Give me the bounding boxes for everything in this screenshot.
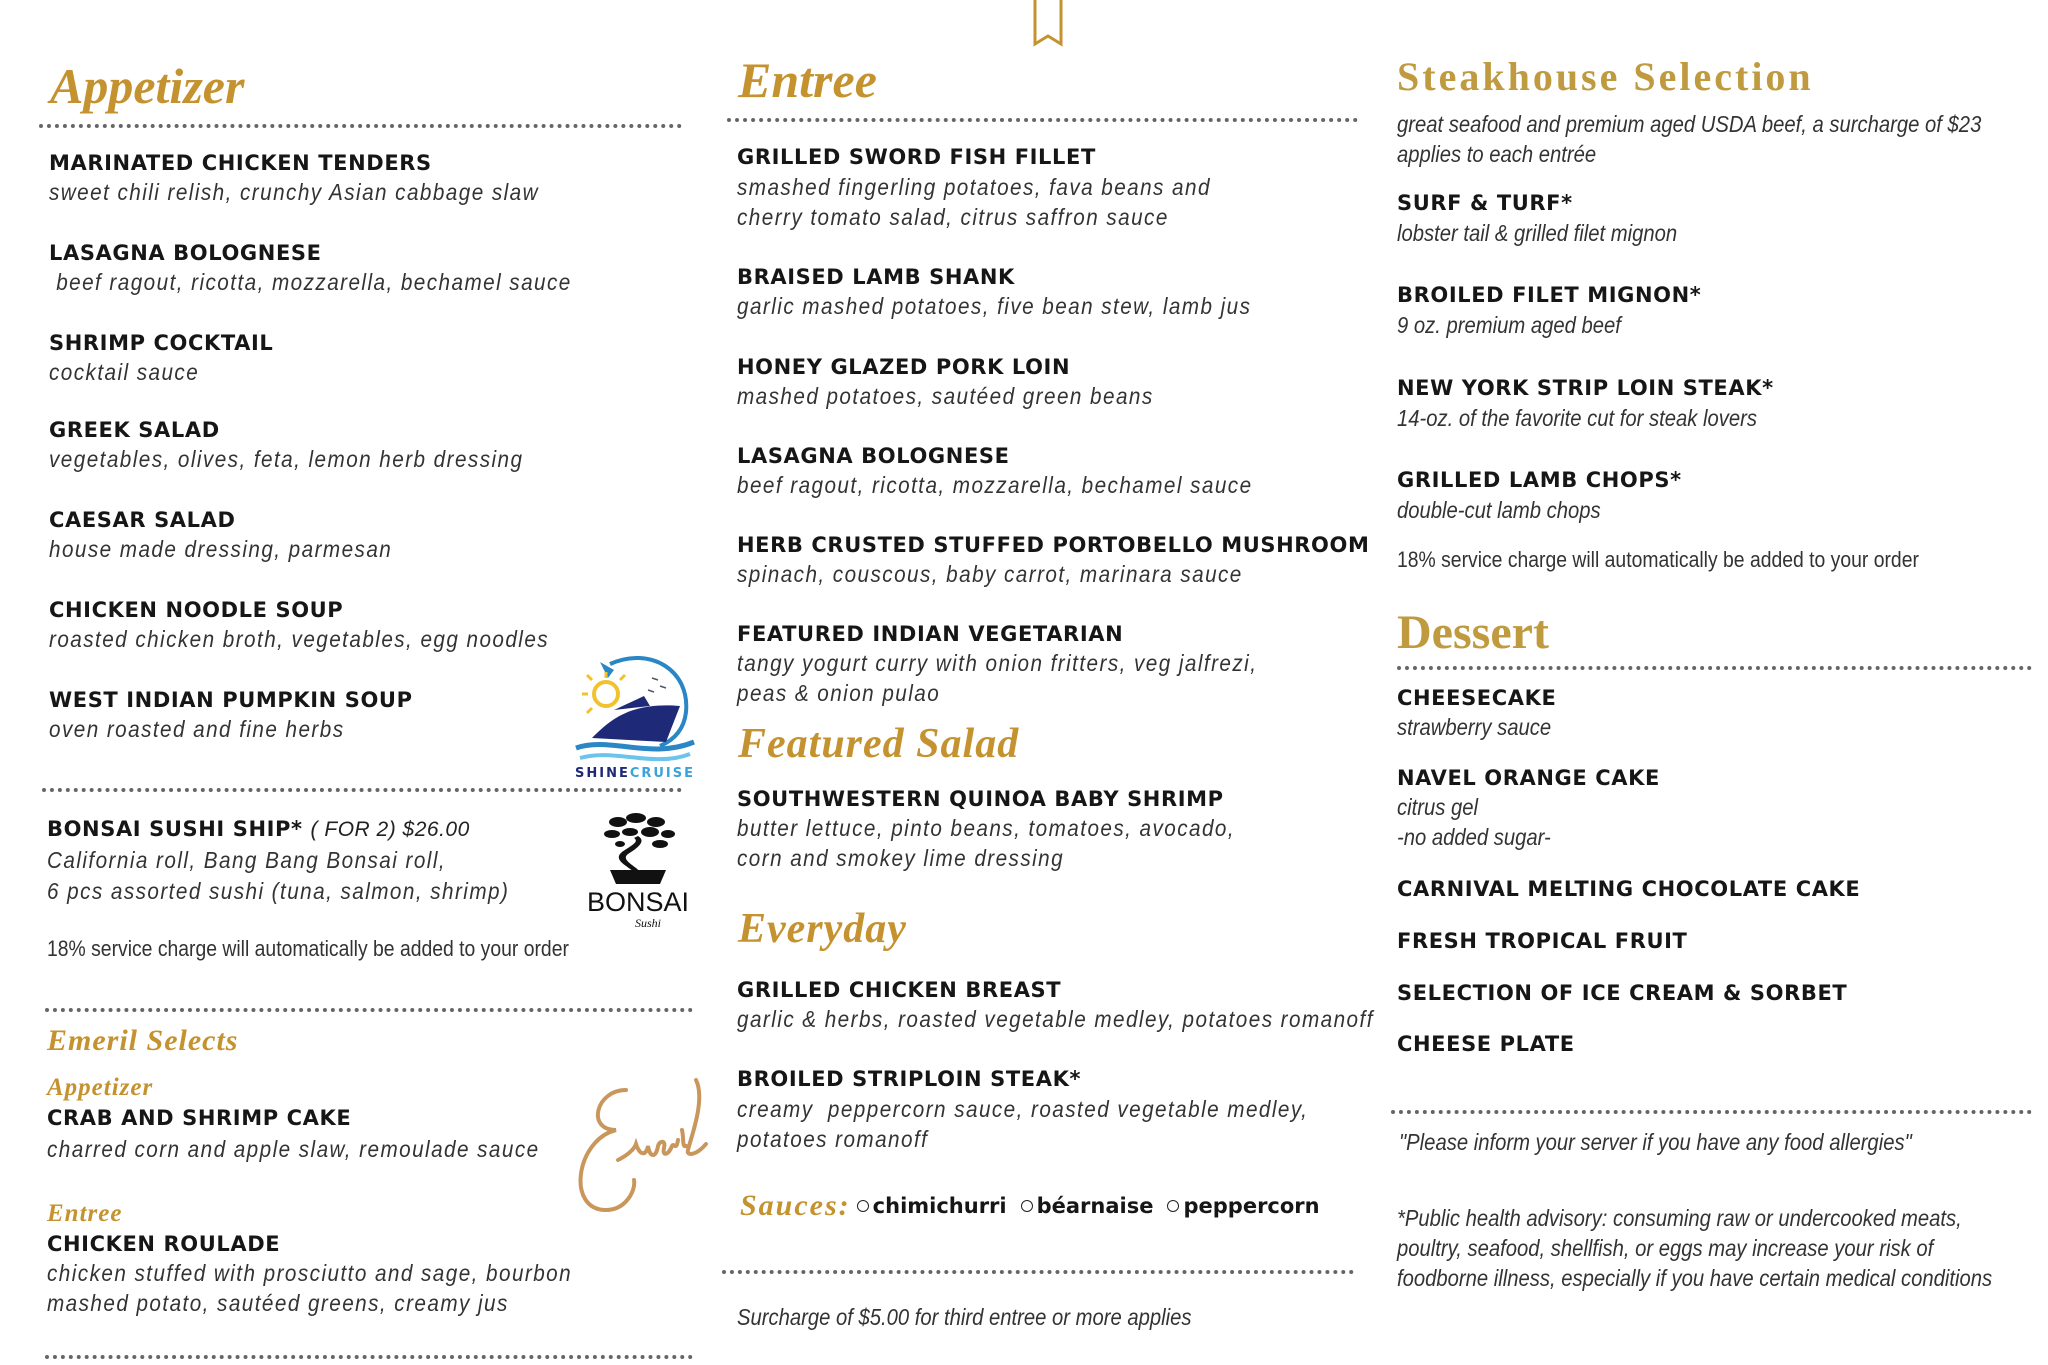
menu-item-name: BONSAI SUSHI SHIP* [47, 817, 303, 841]
surcharge-note: Surcharge of $5.00 for third entree or more applies [737, 1304, 1192, 1330]
menu-item-desc: garlic mashed potatoes, five bean stew, lamb jus [737, 293, 1252, 319]
section-title-steakhouse-selection: Steakhouse Selection [1397, 54, 1814, 99]
health-advisory: poultry, seafood, shellfish, or eggs may increase your risk of [1397, 1235, 1934, 1261]
menu-item-name: NEW YORK STRIP LOIN STEAK* [1397, 376, 1774, 400]
menu-item-name: BROILED STRIPLOIN STEAK* [737, 1067, 1082, 1091]
menu-item-name: GRILLED CHICKEN BREAST [737, 978, 1062, 1002]
menu-item-name: BROILED FILET MIGNON* [1397, 283, 1702, 307]
menu-item-desc: beef ragout, ricotta, mozzarella, bechamel sauce [49, 269, 572, 295]
menu-item-name: BRAISED LAMB SHANK [737, 265, 1015, 289]
menu-item-desc: garlic & herbs, roasted vegetable medley, potatoes romanoff [737, 1006, 1374, 1032]
menu-item-name: GREEK SALAD [49, 418, 220, 442]
menu-item-name: MARINATED CHICKEN TENDERS [49, 151, 432, 175]
logo-text-shine: SHINE [574, 766, 630, 781]
menu-item-desc: butter lettuce, pinto beans, tomatoes, avocado, [737, 815, 1236, 841]
divider [45, 1008, 693, 1012]
menu-item-desc: California roll, Bang Bang Bonsai roll, [47, 847, 447, 873]
bonsai-tree-icon [590, 808, 686, 888]
divider [39, 124, 682, 128]
menu-item-name: CHEESECAKE [1397, 686, 1557, 710]
menu-item-desc: mashed potato, sautéed greens, creamy jus [47, 1290, 509, 1316]
divider [722, 1270, 1354, 1274]
menu-item-desc: cocktail sauce [49, 359, 200, 385]
emeril-signature-icon [556, 1060, 716, 1220]
radio-circle-icon[interactable] [1021, 1200, 1033, 1212]
menu-item-desc: roasted chicken broth, vegetables, egg noodles [49, 626, 550, 652]
menu-item-desc: charred corn and apple slaw, remoulade sauce [47, 1136, 540, 1162]
bonsai-sushi-ship [47, 815, 470, 844]
menu-item-name: GRILLED LAMB CHOPS* [1397, 468, 1682, 492]
menu-item-name: CAESAR SALAD [49, 508, 236, 532]
menu-item-name: CARNIVAL MELTING CHOCOLATE CAKE [1397, 877, 1861, 901]
menu-item-desc: double-cut lamb chops [1397, 497, 1601, 523]
menu-item-desc: potatoes romanoff [737, 1126, 929, 1152]
divider [45, 1355, 693, 1359]
menu-item-name: NAVEL ORANGE CAKE [1397, 766, 1660, 790]
menu-item-desc: 6 pcs assorted sushi (tuna, salmon, shrimp) [47, 878, 510, 904]
menu-item-desc: 14-oz. of the favorite cut for steak lovers [1397, 405, 1758, 431]
menu-item-desc: vegetables, olives, feta, lemon herb dressing [49, 446, 524, 472]
bonsai-sushi-logo [583, 808, 693, 931]
divider [727, 118, 1358, 122]
menu-item-name: HONEY GLAZED PORK LOIN [737, 355, 1071, 379]
service-charge-note: 18% service charge will automatically be added to your order [1397, 547, 1919, 572]
menu-item-name: FEATURED INDIAN VEGETARIAN [737, 622, 1124, 646]
menu-item-desc: beef ragout, ricotta, mozzarella, bechamel sauce [737, 472, 1253, 498]
menu-item-name: CHEESE PLATE [1397, 1032, 1575, 1056]
cruise-ship-icon [570, 650, 700, 768]
section-title-everyday: Everyday [738, 906, 907, 952]
section-title-dessert: Dessert [1397, 606, 1549, 659]
subsection-label-entree: Entree [47, 1200, 123, 1227]
allergy-note: "Please inform your server if you have any food allergies" [1399, 1129, 1912, 1155]
menu-item-name: SHRIMP COCKTAIL [49, 331, 274, 355]
menu-item-desc: 9 oz. premium aged beef [1397, 312, 1621, 338]
menu-item-name: SURF & TURF* [1397, 191, 1573, 215]
subsection-label-appetizer: Appetizer [47, 1074, 154, 1101]
sauces-label: Sauces: [740, 1189, 851, 1222]
menu-item-desc: smashed fingerling potatoes, fava beans and [737, 174, 1211, 200]
menu-item-desc: -no added sugar- [1397, 824, 1551, 850]
service-charge-note: 18% service charge will automatically be added to your order [47, 936, 569, 961]
section-title-featured-salad: Featured Salad [738, 721, 1020, 767]
health-advisory: foodborne illness, especially if you have certain medical conditions [1397, 1265, 1993, 1291]
menu-item-desc: citrus gel [1397, 794, 1479, 820]
logo-text-cruise: CRUISE [629, 766, 696, 781]
section-title-emeril-selects: Emeril Selects [47, 1024, 239, 1057]
health-advisory: *Public health advisory: consuming raw or undercooked meats, [1397, 1205, 1962, 1231]
section-title-appetizer: Appetizer [50, 58, 245, 114]
menu-item-desc: spinach, couscous, baby carrot, marinara sauce [737, 561, 1243, 587]
menu-item-desc: strawberry sauce [1397, 714, 1552, 740]
radio-circle-icon[interactable] [1167, 1200, 1179, 1212]
radio-circle-icon[interactable] [857, 1200, 869, 1212]
menu-item-name: CHICKEN ROULADE [47, 1232, 281, 1256]
menu-item-name: CRAB AND SHRIMP CAKE [47, 1106, 352, 1130]
bonsai-logo-subtitle: Sushi [634, 916, 661, 930]
menu-item-desc: sweet chili relish, crunchy Asian cabbage slaw [49, 179, 540, 205]
sauce-option-peppercorn[interactable]: peppercorn [1167, 1194, 1319, 1218]
menu-item-price: ( FOR 2) $26.00 [310, 818, 470, 841]
menu-item-name: LASAGNA BOLOGNESE [49, 241, 322, 265]
divider [1391, 1110, 2032, 1114]
menu-item-desc: corn and smokey lime dressing [737, 845, 1065, 871]
sauce-option-bearnaise[interactable]: béarnaise [1021, 1194, 1154, 1218]
menu-item-desc: house made dressing, parmesan [49, 536, 393, 562]
menu-item-desc: peas & onion pulao [737, 680, 941, 706]
bookmark-ribbon-icon [1032, 0, 1064, 48]
menu-item-name: WEST INDIAN PUMPKIN SOUP [49, 688, 413, 712]
steakhouse-intro: great seafood and premium aged USDA beef, a surcharge of $23 [1397, 111, 1982, 137]
menu-item-name: LASAGNA BOLOGNESE [737, 444, 1010, 468]
menu-item-desc: creamy peppercorn sauce, roasted vegetable medley, [737, 1096, 1309, 1122]
menu-item-desc: chicken stuffed with prosciutto and sage, bourbon [47, 1260, 573, 1286]
menu-item-desc: tangy yogurt curry with onion fritters, veg jalfrezi, [737, 650, 1258, 676]
section-title-entree: Entree [738, 52, 877, 108]
menu-item-name: SOUTHWESTERN QUINOA BABY SHRIMP [737, 787, 1224, 811]
menu-item-name: FRESH TROPICAL FRUIT [1397, 929, 1688, 953]
menu-item-desc: cherry tomato salad, citrus saffron sauce [737, 204, 1169, 230]
menu-item-desc: mashed potatoes, sautéed green beans [737, 383, 1154, 409]
bonsai-logo-title: BONSAI [586, 887, 690, 917]
divider [42, 788, 682, 792]
sauce-options [740, 1189, 1334, 1223]
menu-item-name: GRILLED SWORD FISH FILLET [737, 145, 1096, 169]
shine-cruise-logo [570, 650, 700, 781]
menu-item-desc: oven roasted and fine herbs [49, 716, 345, 742]
menu-item-name: CHICKEN NOODLE SOUP [49, 598, 344, 622]
sauce-option-chimichurri[interactable]: chimichurri [857, 1194, 1007, 1218]
menu-item-desc: lobster tail & grilled filet mignon [1397, 220, 1678, 246]
steakhouse-intro: applies to each entrée [1397, 141, 1597, 167]
divider [1397, 666, 2032, 670]
menu-item-name: SELECTION OF ICE CREAM & SORBET [1397, 981, 1848, 1005]
menu-item-name: HERB CRUSTED STUFFED PORTOBELLO MUSHROOM [737, 533, 1370, 557]
